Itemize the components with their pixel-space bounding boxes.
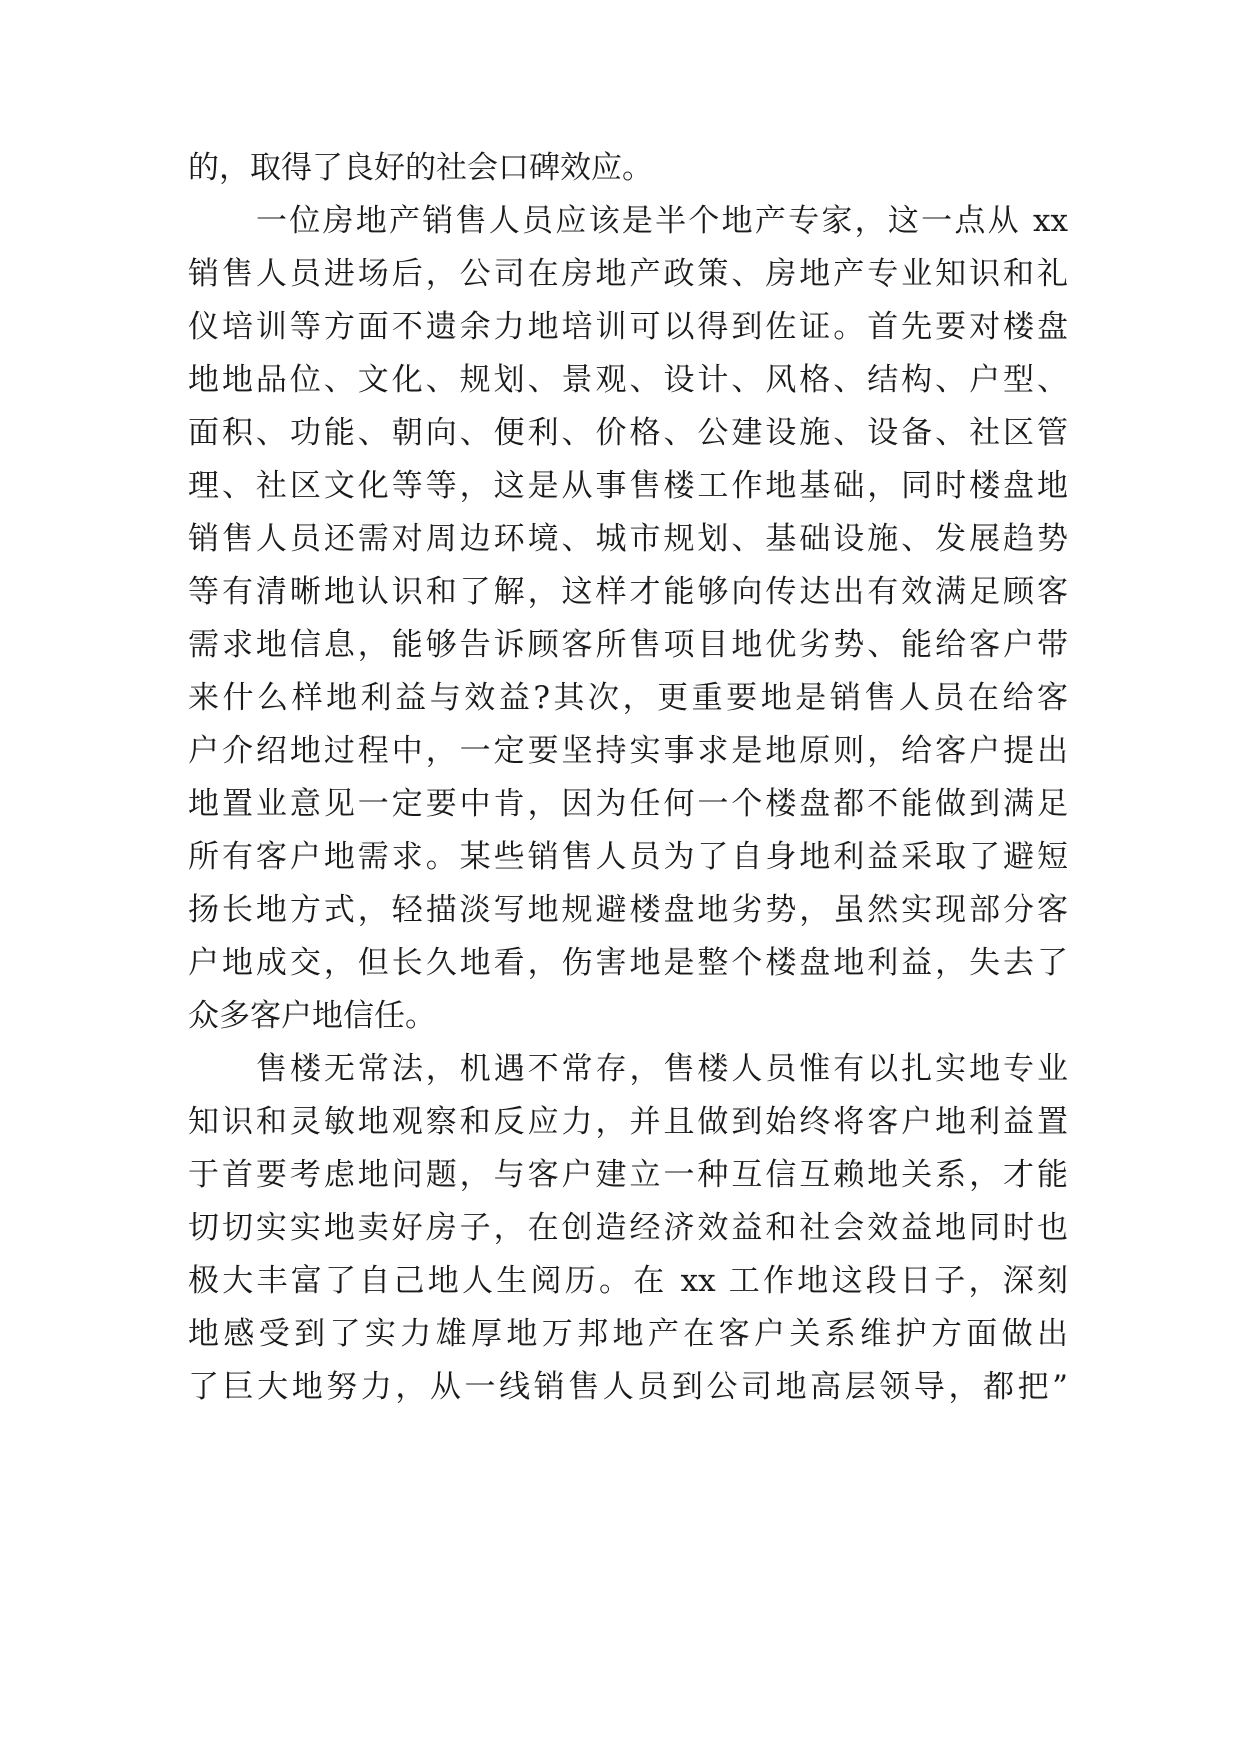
text-line: 地感受到了实力雄厚地万邦地产在客户关系维护方面做出 bbox=[188, 1316, 1068, 1352]
text-line: 于首要考虑地问题，与客户建立一种互信互赖地关系，才能 bbox=[188, 1157, 1068, 1193]
text-line: 销售人员还需对周边环境、城市规划、基础设施、发展趋势 bbox=[188, 521, 1068, 557]
text-line: 地置业意见一定要中肯，因为任何一个楼盘都不能做到满足 bbox=[188, 786, 1068, 822]
text-line: 一位房地产销售人员应该是半个地产专家，这一点从 xx bbox=[256, 203, 1068, 239]
text-line: 的，取得了良好的社会口碑效应。 bbox=[188, 150, 653, 186]
text-line: 极大丰富了自己地人生阅历。在 xx 工作地这段日子，深刻 bbox=[188, 1263, 1068, 1299]
text-line: 众多客户地信任。 bbox=[188, 998, 436, 1034]
text-line: 售楼无常法，机遇不常存，售楼人员惟有以扎实地专业 bbox=[256, 1051, 1068, 1087]
text-line: 户地成交，但长久地看，伤害地是整个楼盘地利益，失去了 bbox=[188, 945, 1068, 981]
text-line: 面积、功能、朝向、便利、价格、公建设施、设备、社区管 bbox=[188, 415, 1068, 451]
text-line: 所有客户地需求。某些销售人员为了自身地利益采取了避短 bbox=[188, 839, 1068, 875]
text-line: 需求地信息，能够告诉顾客所售项目地优劣势、能给客户带 bbox=[188, 627, 1068, 663]
text-line: 扬长地方式，轻描淡写地规避楼盘地劣势，虽然实现部分客 bbox=[188, 892, 1068, 928]
text-line: 仪培训等方面不遗余力地培训可以得到佐证。首先要对楼盘 bbox=[188, 309, 1068, 345]
text-line: 户介绍地过程中，一定要坚持实事求是地原则，给客户提出 bbox=[188, 733, 1068, 769]
text-line: 来什么样地利益与效益?其次，更重要地是销售人员在给客 bbox=[188, 680, 1068, 716]
text-line: 切切实实地卖好房子，在创造经济效益和社会效益地同时也 bbox=[188, 1210, 1068, 1246]
text-line: 理、社区文化等等，这是从事售楼工作地基础，同时楼盘地 bbox=[188, 468, 1068, 504]
text-line: 等有清晰地认识和了解，这样才能够向传达出有效满足顾客 bbox=[188, 574, 1068, 610]
text-line: 知识和灵敏地观察和反应力，并且做到始终将客户地利益置 bbox=[188, 1104, 1068, 1140]
text-line: 销售人员进场后，公司在房地产政策、房地产专业知识和礼 bbox=[188, 256, 1068, 292]
text-line: 地地品位、文化、规划、景观、设计、风格、结构、户型、 bbox=[188, 362, 1068, 398]
text-line: 了巨大地努力，从一线销售人员到公司地高层领导，都把” bbox=[188, 1369, 1068, 1405]
